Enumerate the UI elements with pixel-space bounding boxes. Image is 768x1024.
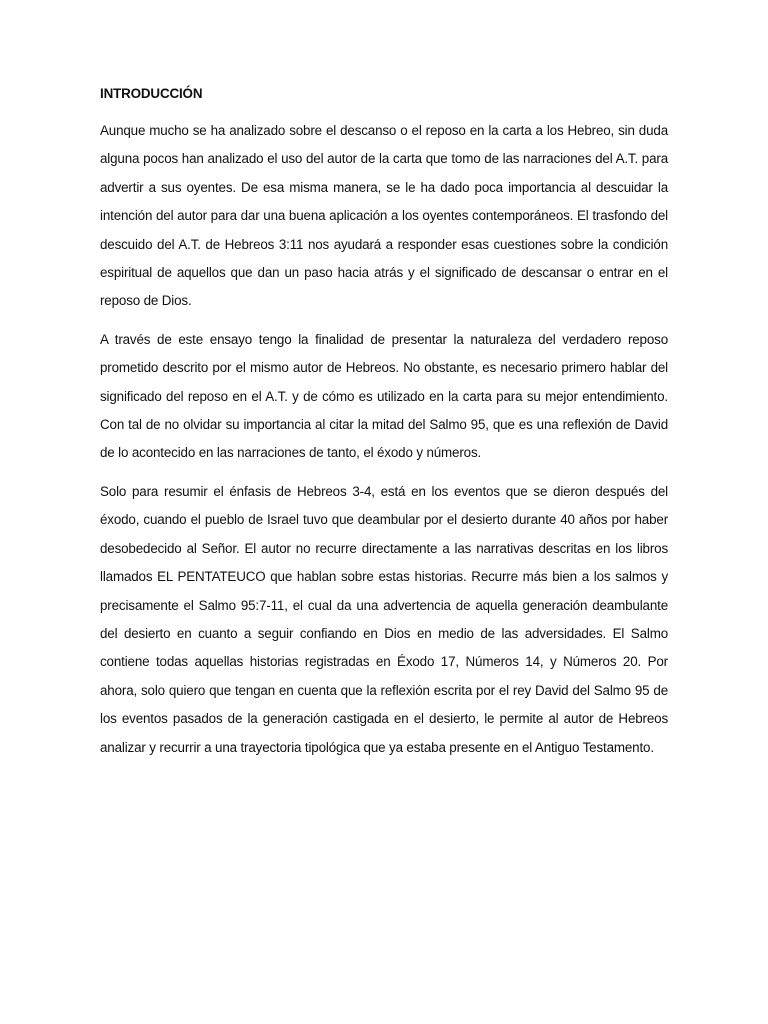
paragraph-3: Solo para resumir el énfasis de Hebreos 3-4, está en los eventos que se dieron después del éxodo, cuando el pueblo de Israel tuvo que deambular por el desierto durante 40 años por haber desobedecido al Señor. El autor no recurre directamente a las narrativas descritas en los libros llamados EL PENTATEUCO que hablan sobre estas historias. Recurre más bien a los salmos y precisamente el Salmo 95:7-11, el cual da una advertencia de aquella generación deambulante del desierto en cuanto a seguir confiando en Dios en medio de las adversidades. El Salmo contiene todas aquellas historias registradas en Éxodo 17, Números 14, y Números 20. Por ahora, solo quiero que tengan en cuenta que la reflexión escrita por el rey David del Salmo 95 de los eventos pasados de la generación castigada en el desierto, le permite al autor de Hebreos analizar y recurrir a una trayectoria tipológica que ya estaba presente en el Antiguo Testamento.: [100, 483, 668, 755]
paragraph-2: A través de este ensayo tengo la finalidad de presentar la naturaleza del verdadero reposo prometido descrito por el mismo autor de Hebreos. No obstante, es necesario primero hablar del significado del reposo en el A.T. y de cómo es utilizado en la carta para su mejor entendimiento. Con tal de no olvidar su importancia al citar la mitad del Salmo 95, que es una reflexión de David de lo acontecido en las narraciones de tanto, el éxodo y números.: [100, 331, 668, 461]
document-page: [100, 84, 668, 772]
paragraph-1: Aunque mucho se ha analizado sobre el descanso o el reposo en la carta a los Hebreo, sin duda alguna pocos han analizado el uso del autor de la carta que tomo de las narraciones del A.T. para advertir a sus oyentes. De esa misma manera, se le ha dado poca importancia al descuidar la intención del autor para dar una buena aplicación a los oyentes contemporáneos. El trasfondo del descuido del A.T. de Hebreos 3:11 nos ayudará a responder esas cuestiones sobre la condición espiritual de aquellos que dan un paso hacia atrás y el significado de descansar o entrar en el reposo de Dios.: [100, 123, 668, 309]
document-title: INTRODUCCIÓN: [100, 86, 203, 101]
